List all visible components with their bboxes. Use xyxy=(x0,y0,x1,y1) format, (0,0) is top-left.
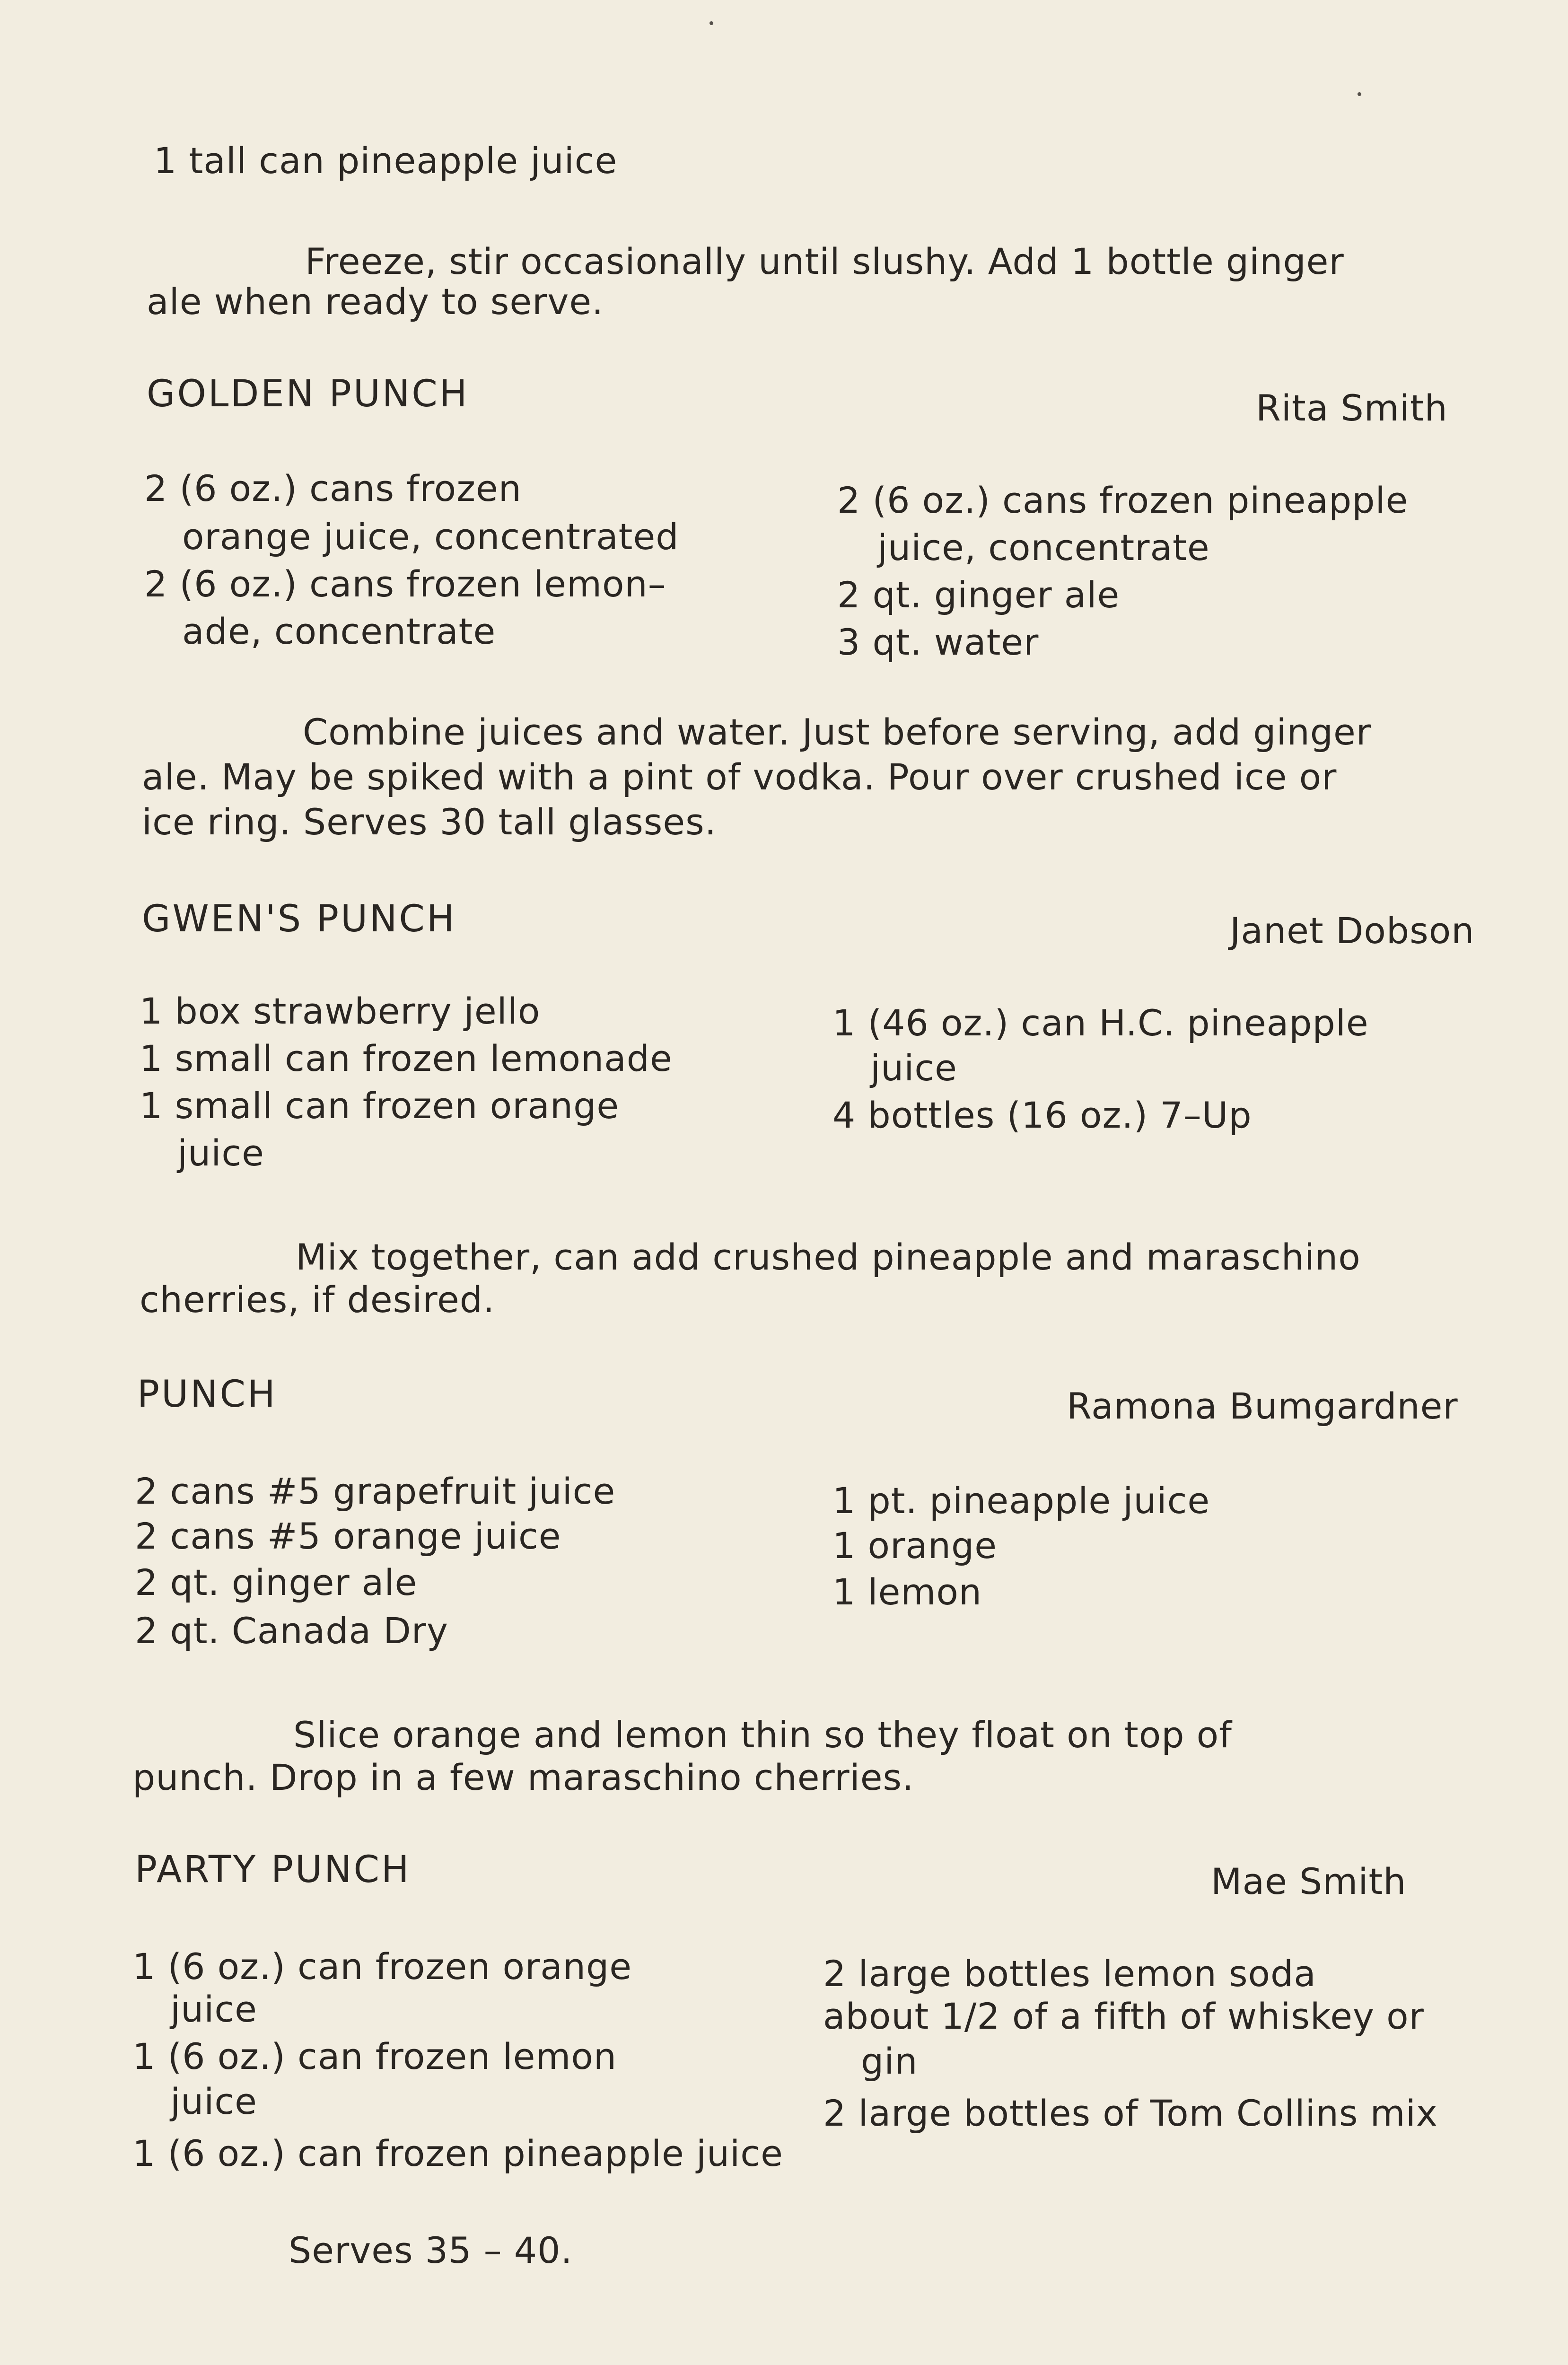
ingredient: 3 qt. water xyxy=(837,621,1039,663)
ingredient: juice xyxy=(170,1988,257,2030)
ingredient: 4 bottles (16 oz.) 7–Up xyxy=(832,1094,1252,1136)
ingredient: 2 (6 oz.) cans frozen xyxy=(144,467,522,509)
scan-speck xyxy=(1358,92,1361,96)
ingredient: 2 (6 oz.) cans frozen lemon– xyxy=(144,563,666,605)
directions-line: ice ring. Serves 30 tall glasses. xyxy=(142,801,717,843)
ingredient: 2 qt. ginger ale xyxy=(135,1561,418,1603)
ingredient: 1 (6 oz.) can frozen pineapple juice xyxy=(132,2132,783,2174)
directions-line: punch. Drop in a few maraschino cherries. xyxy=(132,1756,914,1798)
ingredient: juice xyxy=(177,1132,264,1174)
ingredient: 2 qt. ginger ale xyxy=(837,574,1120,616)
recipe-title: PUNCH xyxy=(137,1373,277,1416)
ingredient: 2 cans #5 grapefruit juice xyxy=(135,1470,616,1512)
ingredient: 1 orange xyxy=(832,1524,997,1567)
ingredient: 1 lemon xyxy=(832,1571,982,1613)
directions-line: Serves 35 – 40. xyxy=(289,2229,573,2271)
ingredient: about 1/2 of a fifth of whiskey or xyxy=(823,1995,1424,2037)
directions-line: Slice orange and lemon thin so they float on top of xyxy=(293,1714,1232,1756)
ingredient: 2 cans #5 orange juice xyxy=(135,1515,561,1557)
intro-ingredient: 1 tall can pineapple juice xyxy=(154,140,618,182)
ingredient: 2 large bottles lemon soda xyxy=(823,1953,1316,1995)
recipe-title: PARTY PUNCH xyxy=(135,1848,411,1891)
directions-line: Combine juices and water. Just before serving, add ginger xyxy=(303,711,1372,753)
recipe-title: GOLDEN PUNCH xyxy=(147,373,469,415)
ingredient: juice xyxy=(170,2080,257,2122)
intro-directions-line: Freeze, stir occasionally until slushy. Add 1 bottle ginger xyxy=(305,240,1344,282)
ingredient: 1 small can frozen orange xyxy=(140,1085,620,1127)
ingredient: juice xyxy=(870,1047,957,1089)
recipe-author: Janet Dobson xyxy=(1230,910,1475,952)
scan-speck xyxy=(710,21,713,25)
ingredient: orange juice, concentrated xyxy=(182,516,679,558)
recipe-title: GWEN'S PUNCH xyxy=(142,898,456,940)
ingredient: gin xyxy=(861,2040,918,2082)
ingredient: 1 box strawberry jello xyxy=(140,990,541,1032)
directions-line: ale. May be spiked with a pint of vodka. Pour over crushed ice or xyxy=(142,756,1337,798)
recipe-author: Ramona Bumgardner xyxy=(1067,1385,1458,1427)
ingredient: 1 pt. pineapple juice xyxy=(832,1480,1210,1522)
ingredient: 1 (6 oz.) can frozen orange xyxy=(132,1945,632,1988)
ingredient: 1 (6 oz.) can frozen lemon xyxy=(132,2035,617,2077)
ingredient: 2 large bottles of Tom Collins mix xyxy=(823,2092,1438,2134)
directions-line: cherries, if desired. xyxy=(140,1279,495,1321)
ingredient: 1 small can frozen lemonade xyxy=(140,1037,673,1079)
recipe-author: Mae Smith xyxy=(1211,1860,1407,1902)
ingredient: 2 (6 oz.) cans frozen pineapple xyxy=(837,479,1409,521)
intro-directions-line: ale when ready to serve. xyxy=(147,280,604,323)
recipe-author: Rita Smith xyxy=(1256,387,1448,429)
ingredient: ade, concentrate xyxy=(182,610,496,652)
directions-line: Mix together, can add crushed pineapple and maraschino xyxy=(296,1236,1361,1278)
ingredient: juice, concentrate xyxy=(877,526,1210,569)
ingredient: 1 (46 oz.) can H.C. pineapple xyxy=(832,1002,1369,1044)
ingredient: 2 qt. Canada Dry xyxy=(135,1610,448,1652)
